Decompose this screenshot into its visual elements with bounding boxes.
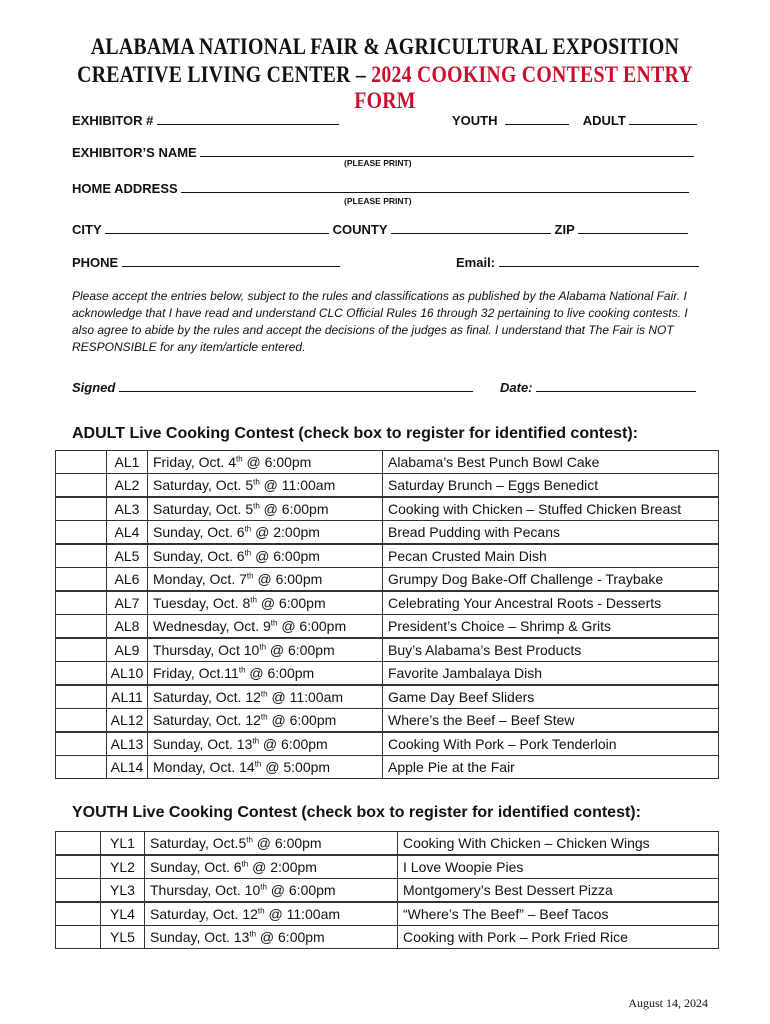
register-checkbox[interactable] — [56, 451, 107, 474]
phone-field[interactable] — [122, 253, 340, 267]
date-suffix: th — [246, 835, 253, 845]
date-field[interactable] — [536, 378, 696, 392]
date-suffix: th — [246, 571, 254, 581]
contest-day: Wednesday, Oct. 9 — [153, 618, 271, 634]
contest-row — [56, 497, 719, 521]
contest-name: Cooking With Chicken – Chicken Wings — [398, 832, 719, 856]
home-address-field[interactable] — [181, 179, 689, 193]
contest-time: @ 6:00pm — [253, 571, 323, 587]
register-checkbox[interactable] — [56, 474, 107, 498]
contest-row — [56, 832, 719, 856]
contest-name: Montgomery’s Best Dessert Pizza — [398, 879, 719, 903]
youth-contest-table — [55, 831, 719, 949]
contest-name: Game Day Beef Sliders — [383, 685, 719, 709]
contest-time: @ 11:00am — [267, 689, 344, 705]
contest-schedule — [148, 685, 383, 709]
date-suffix: th — [252, 736, 260, 746]
title-contest-name: 2024 COOKING CONTEST ENTRY FORM — [354, 62, 693, 113]
contest-row — [56, 902, 719, 926]
contest-code: AL8 — [107, 615, 148, 639]
date-suffix: th — [253, 477, 260, 487]
contest-day: Sunday, Oct. 6 — [153, 524, 245, 540]
date-row — [500, 378, 696, 395]
contest-schedule — [145, 855, 398, 879]
contest-time: @ 6:00pm — [267, 712, 337, 728]
register-checkbox[interactable] — [56, 662, 107, 686]
contest-row — [56, 732, 719, 756]
contest-schedule — [148, 615, 383, 639]
contest-name: Apple Pie at the Fair — [383, 756, 719, 779]
contest-name: Where’s the Beef – Beef Stew — [383, 709, 719, 733]
contest-row — [56, 544, 719, 568]
contest-row — [56, 451, 719, 474]
contest-day: Friday, Oct.11 — [153, 665, 239, 681]
contest-row — [56, 756, 719, 779]
contest-schedule — [148, 756, 383, 779]
exhibitor-number-label: EXHIBITOR # — [72, 113, 154, 128]
adult-label: ADULT — [582, 113, 626, 128]
contest-day: Sunday, Oct. 13 — [150, 929, 250, 945]
contest-time: @ 11:00am — [264, 906, 341, 922]
register-checkbox[interactable] — [56, 544, 107, 568]
contest-name: Cooking with Chicken – Stuffed Chicken Breast — [383, 497, 719, 521]
revision-date: August 14, 2024 — [628, 996, 708, 1010]
exhibitor-number-row — [72, 111, 339, 128]
contest-row — [56, 615, 719, 639]
contest-row — [56, 474, 719, 498]
contest-schedule — [145, 879, 398, 903]
contest-name: Alabama’s Best Punch Bowl Cake — [383, 451, 719, 474]
register-checkbox[interactable] — [56, 685, 107, 709]
zip-field[interactable] — [578, 220, 688, 234]
contest-code: AL10 — [107, 662, 148, 686]
contest-name: Saturday Brunch – Eggs Benedict — [383, 474, 719, 498]
contest-schedule — [148, 544, 383, 568]
contest-code: YL3 — [101, 879, 145, 903]
contest-row — [56, 855, 719, 879]
contest-day: Saturday, Oct. 5 — [153, 477, 254, 493]
contest-time: @ 6:00pm — [242, 454, 312, 470]
contest-code: AL13 — [107, 732, 148, 756]
contest-name: Bread Pudding with Pecans — [383, 521, 719, 545]
contest-day: Saturday, Oct.5 — [150, 835, 247, 851]
contest-code: AL12 — [107, 709, 148, 733]
contest-row — [56, 638, 719, 662]
contest-time: @ 2:00pm — [251, 524, 320, 540]
contest-day: Sunday, Oct. 6 — [153, 548, 245, 564]
contest-day: Thursday, Oct. 10 — [150, 882, 261, 898]
date-suffix: th — [260, 712, 268, 722]
contest-name: Buy’s Alabama’s Best Products — [383, 638, 719, 662]
entry-type-row — [452, 111, 697, 128]
contest-time: @ 6:00pm — [277, 618, 347, 634]
contest-row — [56, 662, 719, 686]
contest-row — [56, 521, 719, 545]
contest-day: Saturday, Oct. 12 — [150, 906, 258, 922]
register-checkbox[interactable] — [56, 615, 107, 639]
home-address-row — [72, 179, 689, 196]
contest-code: AL4 — [107, 521, 148, 545]
contest-row — [56, 685, 719, 709]
city-label: CITY — [72, 222, 102, 237]
contest-schedule — [148, 451, 383, 474]
signed-label: Signed — [72, 380, 116, 395]
contest-day: Sunday, Oct. 6 — [150, 859, 242, 875]
register-checkbox[interactable] — [56, 926, 101, 949]
date-suffix: th — [238, 665, 246, 675]
contest-code: AL2 — [107, 474, 148, 498]
register-checkbox[interactable] — [56, 756, 107, 779]
contest-code: YL1 — [101, 832, 145, 856]
contest-name: Cooking with Pork – Pork Fried Rice — [398, 926, 719, 949]
contest-schedule — [148, 497, 383, 521]
contest-schedule — [145, 902, 398, 926]
date-suffix: th — [249, 929, 257, 939]
form-title-line-2 — [54, 62, 716, 114]
contest-time: @ 6:00pm — [266, 882, 336, 898]
youth-field[interactable] — [505, 111, 569, 125]
contest-time: @ 6:00pm — [259, 736, 328, 752]
adult-field[interactable] — [629, 111, 697, 125]
contest-schedule — [148, 474, 383, 498]
contest-schedule — [148, 662, 383, 686]
contest-time: @ 6:00pm — [245, 665, 315, 681]
contest-time: @ 6:00pm — [259, 501, 329, 517]
contest-time: @ 2:00pm — [248, 859, 317, 875]
please-print-note: (PLEASE PRINT) — [344, 196, 412, 206]
county-field[interactable] — [391, 220, 551, 234]
contest-day: Saturday, Oct. 5 — [153, 501, 254, 517]
contest-day: Saturday, Oct. 12 — [153, 689, 261, 705]
phone-label: PHONE — [72, 255, 119, 270]
register-checkbox[interactable] — [56, 521, 107, 545]
contest-time: @ 6:00pm — [256, 595, 326, 611]
contest-day: Tuesday, Oct. 8 — [153, 595, 251, 611]
contest-schedule — [145, 832, 398, 856]
contest-schedule — [148, 709, 383, 733]
contest-row — [56, 926, 719, 949]
date-suffix: th — [235, 454, 243, 464]
contest-schedule — [148, 732, 383, 756]
title-center-name: CREATIVE LIVING CENTER – — [77, 62, 372, 87]
register-checkbox[interactable] — [56, 879, 101, 903]
contest-row — [56, 568, 719, 592]
county-label: COUNTY — [332, 222, 388, 237]
contest-row — [56, 879, 719, 903]
date-suffix: th — [257, 906, 265, 916]
contest-schedule — [148, 568, 383, 592]
contest-name: Grumpy Dog Bake-Off Challenge - Traybake — [383, 568, 719, 592]
register-checkbox[interactable] — [56, 591, 107, 615]
contest-code: YL5 — [101, 926, 145, 949]
youth-section-heading: YOUTH Live Cooking Contest (check box to register for identified contest): — [72, 804, 641, 821]
contest-name: “Where’s The Beef” – Beef Tacos — [398, 902, 719, 926]
contest-day: Monday, Oct. 14 — [153, 759, 255, 775]
contest-schedule — [148, 521, 383, 545]
date-suffix: th — [259, 642, 267, 652]
home-address-label: HOME ADDRESS — [72, 181, 178, 196]
contest-day: Monday, Oct. 7 — [153, 571, 247, 587]
contest-schedule — [145, 926, 398, 949]
please-print-note: (PLEASE PRINT) — [344, 158, 412, 168]
form-title-line-1: ALABAMA NATIONAL FAIR & AGRICULTURAL EXPOSITION — [90, 34, 680, 59]
date-suffix: th — [244, 524, 252, 534]
contest-time: @ 6:00pm — [251, 548, 320, 564]
contest-code: AL14 — [107, 756, 148, 779]
date-suffix: th — [241, 859, 249, 869]
adult-contest-table — [55, 450, 719, 779]
contest-time: @ 5:00pm — [261, 759, 331, 775]
signature-field[interactable] — [119, 378, 473, 392]
email-row — [456, 253, 699, 270]
contest-code: AL11 — [107, 685, 148, 709]
contest-time: @ 6:00pm — [252, 835, 322, 851]
adult-section-heading: ADULT Live Cooking Contest (check box to register for identified contest): — [72, 425, 638, 442]
contest-name: Pecan Crusted Main Dish — [383, 544, 719, 568]
date-suffix: th — [250, 595, 257, 605]
zip-label: ZIP — [554, 222, 575, 237]
contest-row — [56, 709, 719, 733]
contest-day: Friday, Oct. 4 — [153, 454, 236, 470]
register-checkbox[interactable] — [56, 832, 101, 856]
contest-day: Saturday, Oct. 12 — [153, 712, 261, 728]
contest-schedule — [148, 638, 383, 662]
city-county-zip-row — [72, 220, 688, 237]
disclaimer-text: Please accept the entries below, subject to the rules and classifications as published by the Alabama National Fair. I acknowledge that I have read and understand CLC Official Rules 16 through 32 pertaining to live cooking contests. I also agree to abide by the rules and accept the decisions of the judges as final. I understand that The Fair is NOT RESPONSIBLE for any item/article entered. — [72, 289, 688, 354]
contest-name: President’s Choice – Shrimp & Grits — [383, 615, 719, 639]
contest-code: AL1 — [107, 451, 148, 474]
contest-code: AL5 — [107, 544, 148, 568]
contest-day: Sunday, Oct. 13 — [153, 736, 253, 752]
contest-time: @ 6:00pm — [266, 642, 335, 658]
contest-code: AL6 — [107, 568, 148, 592]
email-label: Email: — [456, 255, 496, 270]
date-suffix: th — [254, 759, 262, 769]
register-checkbox[interactable] — [56, 855, 101, 879]
register-checkbox[interactable] — [56, 902, 101, 926]
date-suffix: th — [253, 501, 260, 511]
contest-time: @ 6:00pm — [256, 929, 325, 945]
register-checkbox[interactable] — [56, 732, 107, 756]
exhibitor-number-field[interactable] — [157, 111, 339, 125]
contest-row — [56, 591, 719, 615]
contest-day: Thursday, Oct 10 — [153, 642, 260, 658]
contest-code: YL2 — [101, 855, 145, 879]
contest-schedule — [148, 591, 383, 615]
contest-name: Favorite Jambalaya Dish — [383, 662, 719, 686]
youth-label: YOUTH — [452, 113, 498, 128]
contest-code: AL9 — [107, 638, 148, 662]
register-checkbox[interactable] — [56, 568, 107, 592]
city-field[interactable] — [105, 220, 329, 234]
date-suffix: th — [244, 548, 252, 558]
contest-time: @ 11:00am — [259, 477, 336, 493]
contest-code: YL4 — [101, 902, 145, 926]
contest-code: AL7 — [107, 591, 148, 615]
phone-row — [72, 253, 340, 270]
contest-name: I Love Woopie Pies — [398, 855, 719, 879]
exhibitor-name-label: EXHIBITOR’S NAME — [72, 145, 197, 160]
contest-name: Cooking With Pork – Pork Tenderloin — [383, 732, 719, 756]
exhibitor-name-field[interactable] — [200, 143, 694, 157]
signature-row — [72, 378, 473, 395]
register-checkbox[interactable] — [56, 497, 107, 521]
contest-code: AL3 — [107, 497, 148, 521]
register-checkbox[interactable] — [56, 638, 107, 662]
email-field[interactable] — [499, 253, 699, 267]
date-suffix: th — [270, 618, 278, 628]
register-checkbox[interactable] — [56, 709, 107, 733]
contest-name: Celebrating Your Ancestral Roots - Desserts — [383, 591, 719, 615]
date-suffix: th — [260, 882, 267, 892]
date-suffix: th — [260, 689, 268, 699]
date-label: Date: — [500, 380, 533, 395]
